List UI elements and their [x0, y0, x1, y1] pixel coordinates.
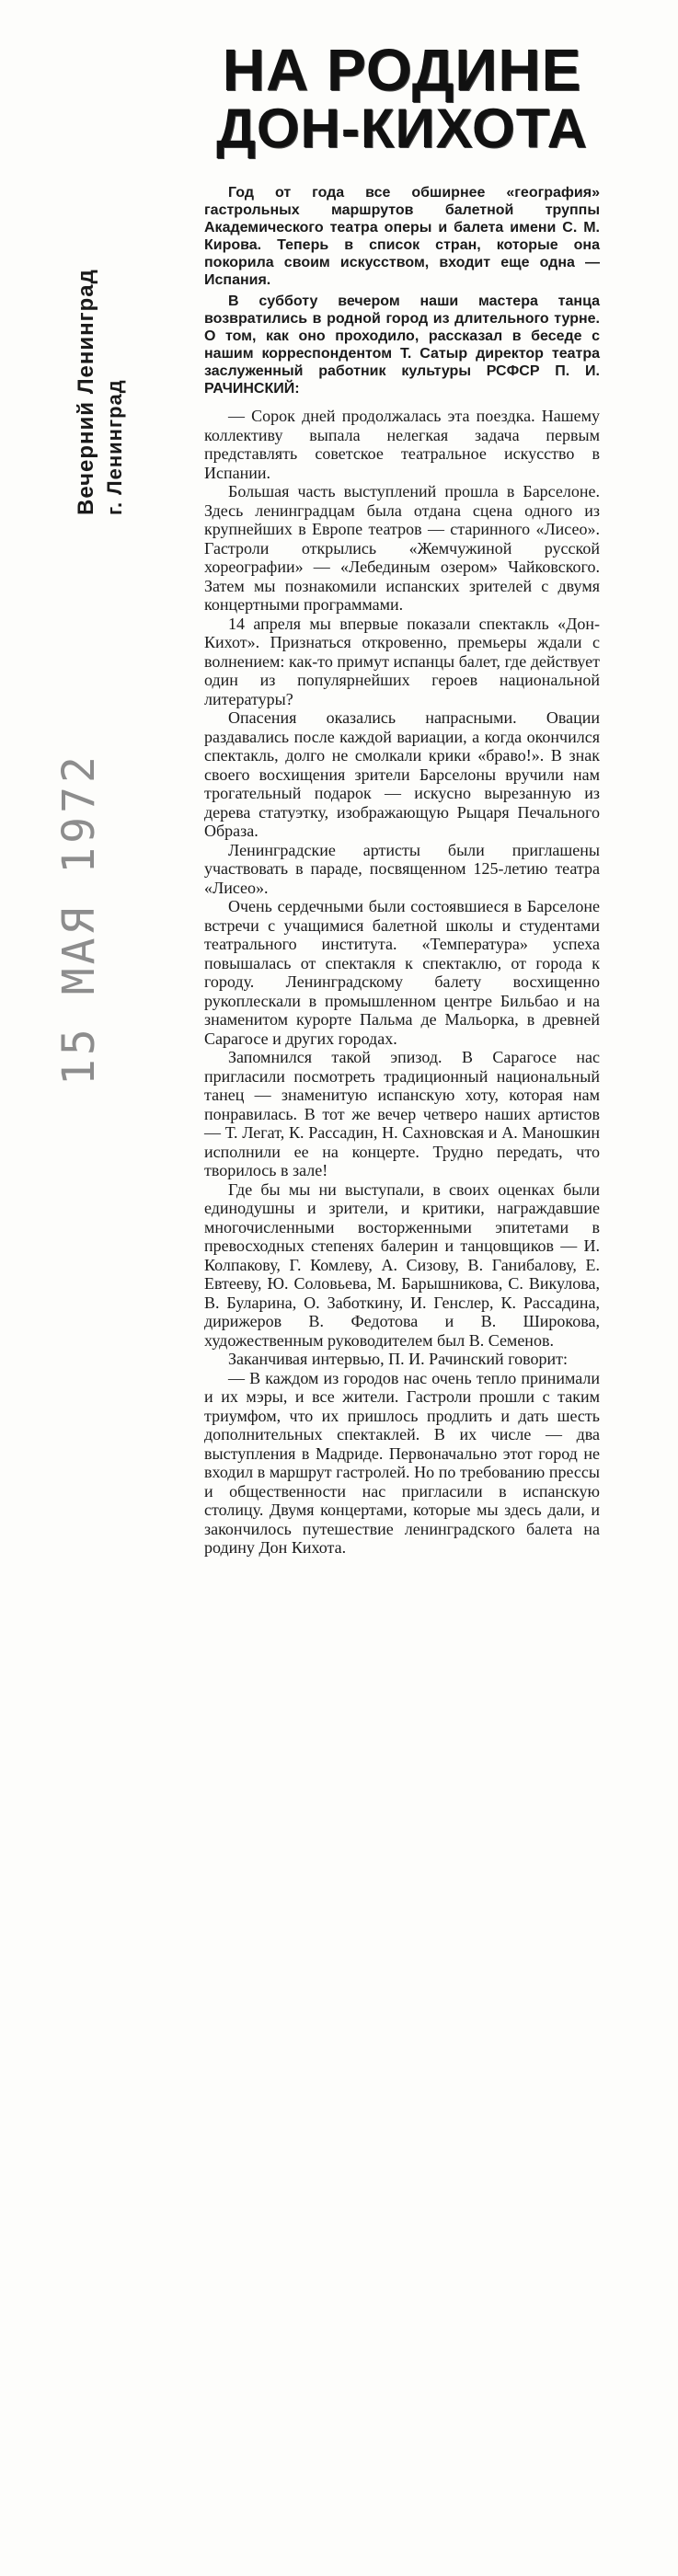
- body-paragraph: Очень сердечными были состоявшиеся в Барселоне встречи с учащимися балетной школы и студентами театрального института. «Температура» успеха повышалась от спектакля к спектаклю, от города к городу. Ленинградскому балету восхищенно рукоплескали в промышленном центре Бильбао и на знаменитом курорте Пальма де Мальорка, в древней Сарагосе и других городах.: [204, 897, 600, 1048]
- body-paragraph: 14 апреля мы впервые показали спектакль «Дон-Кихот». Признаться откровенно, премьеры ждали с волнением: как-то примут испанцы балет, где действует один из популярнейших героев национальной литературы?: [204, 614, 600, 708]
- headline-line-1: НА РОДИНЕ: [222, 37, 582, 103]
- newspaper-clipping: [204, 37, 600, 1558]
- headline-line-2: ДОН-КИХОТА: [216, 98, 588, 160]
- article-headline: [204, 37, 600, 160]
- article-body: [204, 407, 600, 1558]
- date-stamp: 15 МАЯ 1972: [53, 753, 105, 1086]
- body-paragraph: — Сорок дней продолжалась эта поездка. Нашему коллективу выпала нелегкая задача первым представлять советское театральное искусство в Испании.: [204, 407, 600, 482]
- body-paragraph: Опасения оказались напрасными. Овации раздавались после каждой вариации, а когда окончился спектакль, долго не смолкали крики «браво!». В знак своего восхищения зрители Барселоны вручили нам трогательный подарок — искусно вырезанную из дерева статуэтку, изображающую Рыцаря Печального Образа.: [204, 708, 600, 841]
- body-paragraph: Большая часть выступлений прошла в Барселоне. Здесь ленинградцам была отдана сцена одного из крупнейших в Европе театров — старинного «Лисео». Гастроли открылись «Жемчужиной русской хореографии» — «Лебединым озером» Чайковского. Затем мы познакомили испанских зрителей с двумя концертными программами.: [204, 482, 600, 615]
- body-paragraph: Заканчивая интервью, П. И. Рачинский говорит:: [228, 1350, 568, 1369]
- lead-paragraph: В субботу вечером наши мастера танца возвратились в родной город из длительного турне. О том, как оно проходило, рассказал в беседе с нашим корреспондентом Т. Сатыр директор театра заслуженный работник культуры РСФСР П. И. РАЧИНСКИЙ:: [204, 293, 600, 397]
- newspaper-source-note: [74, 239, 126, 515]
- body-paragraph: Где бы мы ни выступали, в своих оценках были единодушны и зрители, и критики, награждавшие многочисленными восторженными эпитетами в превосходных степенях балерин и танцовщиков — И. Колпакову, Г. Комлеву, А. Сизову, В. Ганибалову, Е. Евтееву, Ю. Соловьева, М. Барышникова, С. Викулова, В. Буларина, О. Заботкину, И. Генслер, К. Рассадина, дирижеров В. Федотова и В. Широкова, художественным руководителем был В. Семенов.: [204, 1179, 600, 1350]
- body-paragraph: Ленинградские артисты были приглашены участвовать в параде, посвященном 125-летию театра «Лисео».: [204, 840, 600, 897]
- newspaper-name: Вечерний Ленинград: [74, 269, 98, 515]
- newspaper-city: г. Ленинград: [103, 379, 126, 515]
- article-lead: [204, 184, 600, 397]
- body-paragraph: Запомнился такой эпизод. В Сарагосе нас пригласили посмотреть традиционный национальный танец — знаменитую испанскую хоту, которая нам понравилась. В тот же вечер четверо наших артистов — Т. Легат, К. Рассадин, Н. Сахновская и А. Маношкин исполнили ее на концерте. Трудно передать, что творилось в зале!: [204, 1048, 600, 1180]
- body-paragraph: — В каждом из городов нас очень тепло принимали и их мэры, и все жители. Гастроли прошли с таким триумфом, что их пришлось продлить и дать шесть дополнительных спектаклей. В их числе — два выступления в Мадриде. Первоначально этот город не входил в маршрут гастролей. Но по требованию прессы и общественности нас пригласили в испанскую столицу. Двумя концертами, которые мы здесь дали, и закончилось путешествие ленинградского балета на родину Дон Кихота.: [204, 1368, 600, 1558]
- lead-paragraph: Год от года все обширнее «география» гастрольных маршрутов балетной труппы Академического театра оперы и балета имени С. М. Кирова. Теперь в список стран, которые она покорила своим искусством, входит еще одна — Испания.: [204, 185, 600, 289]
